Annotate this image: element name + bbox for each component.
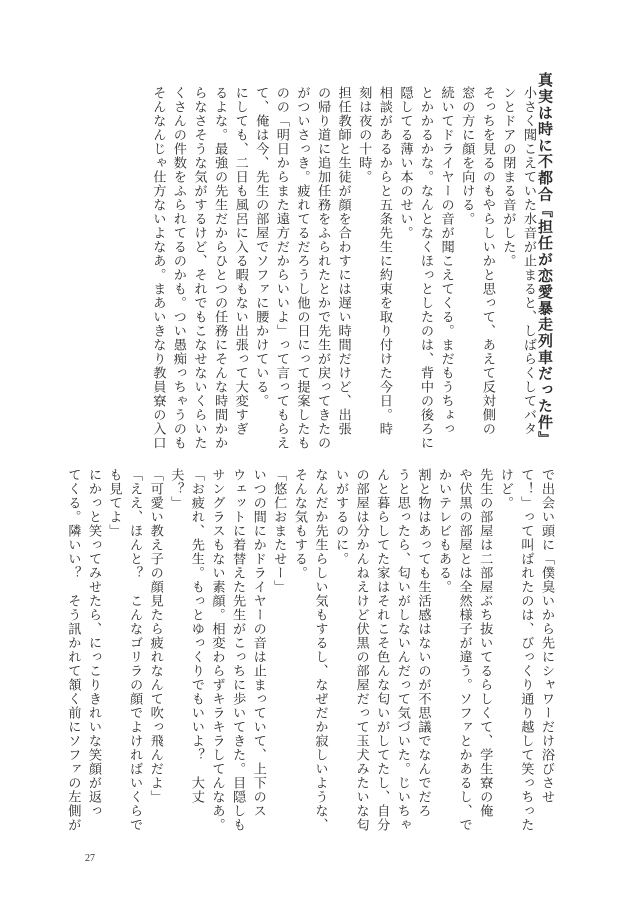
text-line: も見てよ」 (106, 468, 122, 538)
text-line: とかかるかな。なんとなくほっとしたのは、背中の後ろに (418, 86, 434, 450)
text-line: いがするのに。 (333, 468, 349, 566)
chapter-title: 真実は時に不都合『担任が恋愛暴走列車だった件』 (536, 72, 554, 447)
text-line: 隠してる薄い本のせい。 (397, 86, 413, 240)
text-line: 「可愛い教え子の顔見たら疲れなんて吹っ飛んだよ」 (147, 468, 163, 804)
text-line: かいテレビもある。 (436, 468, 452, 594)
text-line: んと暮らしてた家はそれこそ色んな匂いがしてたし、自分 (374, 468, 390, 832)
text-line: の部屋は分かんねえけど伏黒の部屋だって玉犬みたいな匂 (353, 468, 369, 832)
text-line: 担任教師と生徒が顔を合わすには遅い時間だけど、出張 (335, 86, 351, 436)
text-line: そんな気もする。 (291, 468, 307, 580)
text-line: 割と物はあっても生活感はないのが不思議でなんでだろ (415, 468, 431, 818)
text-line: て、俺は今、先生の部屋でソファに腰かけている。 (253, 86, 269, 408)
text-line: うと思ったら、匂いがしないんだって気づいた。じいちゃ (394, 468, 410, 832)
text-line: いつの間にかドライヤーの音は止まっていて、上下のス (250, 468, 266, 818)
text-line: 刻は夜の十時。 (356, 86, 372, 184)
upper-text-block (147, 86, 538, 450)
text-line: 夫？」 (168, 468, 184, 510)
text-line: ンとドアの閉まる音がした。 (500, 86, 516, 268)
text-line: 小さく聞こえていた水音が止まると、しばらくしてバタ (521, 86, 536, 436)
text-line: て！」って叫ばれたのは、びっくり通り越して笑っちった (518, 468, 534, 832)
text-line: の帰り道に追加任務をふられたとかで先生が戻ってきたの (315, 86, 331, 450)
text-line: 続いてドライヤーの音が聞こえてくる。まだもうちょっ (438, 86, 454, 436)
text-line: サングラスもない素顔。相変わらずキラキラしてんなあ。 (209, 468, 225, 832)
text-line: にしても、二日も風呂に入る暇もない出張って大変すぎ (232, 86, 248, 436)
text-line: けど。 (497, 468, 513, 510)
text-line: 「ええ、ほんと？ こんなゴリラの顔でよければいくらで (127, 468, 143, 832)
text-line: 「お疲れ、先生。もっとゆっくりでもいいよ？ 大丈 (188, 468, 204, 804)
text-line: くさんの件数をふられてるのかも。つい愚痴っちゃうのも (170, 86, 186, 450)
lower-text-block (62, 468, 556, 832)
page-number: 27 (85, 853, 95, 864)
text-line: そんなんじゃ仕方ないよなあ。まあいきなり教員寮の入口 (150, 86, 166, 450)
text-line: ウェットに着替えた先生がこっちに歩いてきた。目隠しも (230, 468, 246, 832)
text-line: にかっと笑ってみせたら、にっこりきれいな笑顔が返っ (85, 468, 101, 818)
text-line: らなさそうな気がするけど、それでもこなせないくらいた (191, 86, 207, 450)
text-line: てくる。隣いい？ そう訊かれて頷く前にソファの左側が (65, 468, 81, 832)
text-line: 窓の方に顔を向ける。 (459, 86, 475, 226)
text-line: 相談があるからと五条先生に約束を取り付けた今日。時 (376, 86, 392, 436)
text-line: や伏黒の部屋とは全然様子が違う。ソファとかあるし、で (456, 468, 472, 832)
text-line: のの「明日からまた遠方だからいいよ」って言ってもらえ (273, 86, 289, 450)
text-line: そっちを見るのもやらしいかと思って、あえて反対側の (479, 86, 495, 436)
text-line: 「悠仁おまたせー」 (271, 468, 287, 594)
text-line: 先生の部屋は二部屋ぶち抜いてるらしくて、学生寮の俺 (477, 468, 493, 818)
text-line: がついさっき。疲れてるだろうし他の日にって提案したも (294, 86, 310, 450)
text-line: るよな。最強の先生だからひとつの任務にそんな時間かか (212, 86, 228, 450)
text-line: で出会い頭に「僕臭いから先にシャワーだけ浴びさせ (539, 468, 554, 804)
text-line: なんだか先生らしい気もするし、なぜだか寂しいような、 (312, 468, 328, 832)
